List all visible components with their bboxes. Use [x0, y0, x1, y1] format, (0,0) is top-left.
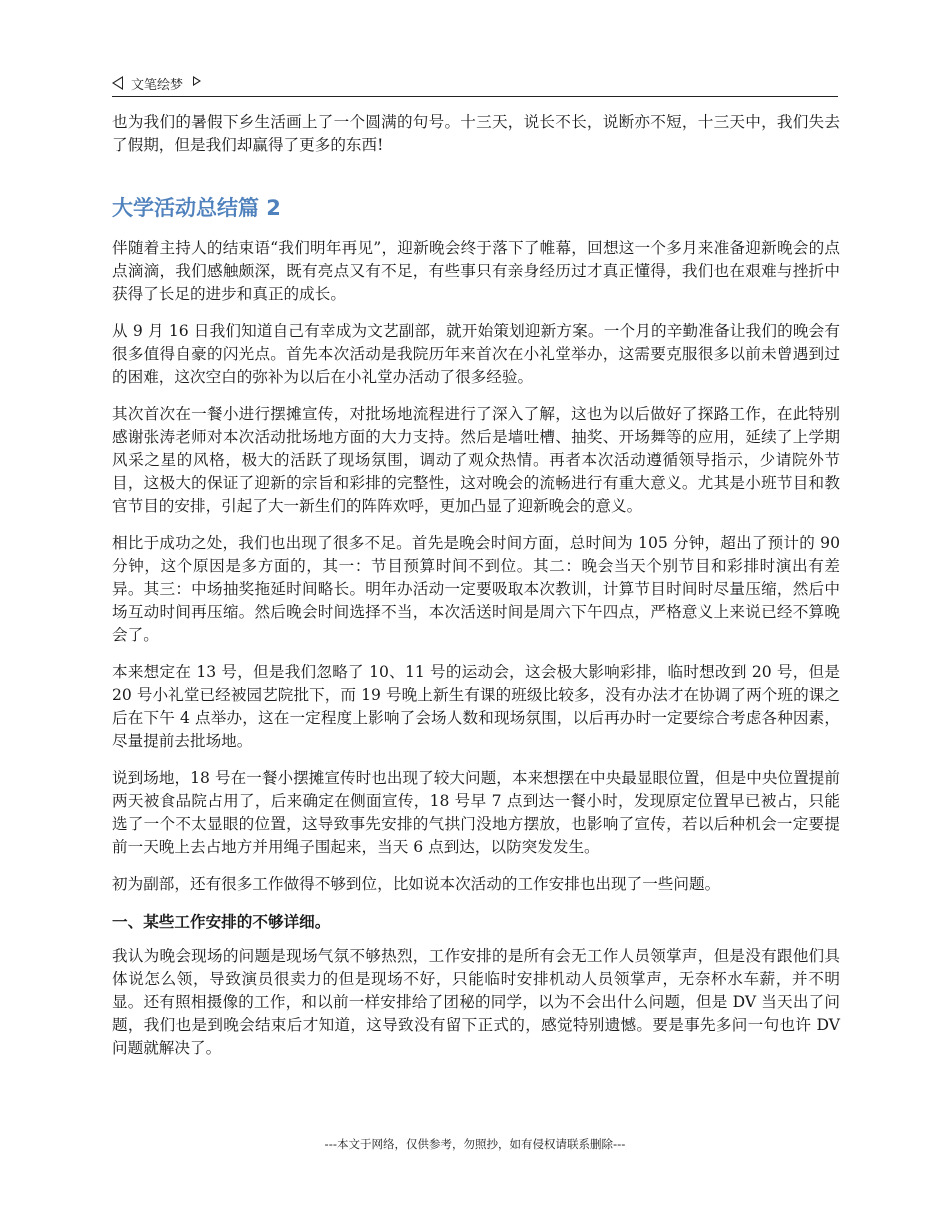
section-heading: 大学活动总结篇 2	[112, 196, 281, 220]
triangle-left-icon	[112, 76, 123, 90]
paragraph: 初为副部，还有很多工作做得不够到位，比如说本次活动的工作安排也出现了一些问题。	[112, 875, 721, 893]
intro-paragraph: 也为我们的暑假下乡生活画上了一个圆满的句号。十三天，说长不长，说断亦不短，十三天中，我们失去了假期，但是我们却赢得了更多的东西!	[112, 113, 840, 154]
triangle-right-icon	[193, 76, 201, 86]
document-body	[112, 111, 840, 1074]
subheading: 一、某些工作安排的不够详细。	[112, 912, 331, 931]
paragraph: 从 9 月 16 日我们知道自己有幸成为文艺副部，就开始策划迎新方案。一个月的辛勤准备让我们的晚会有很多值得自豪的闪光点。首先本次活动是我院历年来首次在小礼堂举办，这需要克服很多以前未曾遇到过的困难，这次空白的弥补为以后在小礼堂办活动了很多经验。	[112, 322, 840, 386]
final-paragraph: 我认为晚会现场的问题是现场气氛不够热烈，工作安排的是所有会无工作人员领掌声，但是没有跟他们具体说怎么领，导致演员很卖力的但是现场不好，只能临时安排机动人员领掌声，无奈杯水车薪，并不明显。还有照相摄像的工作，和以前一样安排给了团秘的同学，以为不会出什么问题，但是 DV 当天出了问题，我们也是到晚会结束后才知道，这导致没有留下正式的，感觉特别遗憾。要是事先多问一句也许 DV 问题就解决了。	[112, 947, 840, 1057]
paragraph: 本来想定在 13 号，但是我们忽略了 10、11 号的运动会，这会极大影响彩排，临时想改到 20 号，但是 20 号小礼堂已经被园艺院批下，而 19 号晚上新生有课的班级比较多，没有办法才在协调了两个班的课之后在下午 4 点举办，这在一定程度上影响了会场人数和现场氛围，以后再办时一定要综合考虑各种因素，尽量提前去批场地。	[112, 663, 840, 750]
page-footer: ---本文于网络，仅供参考，勿照抄，如有侵权请联系删除---	[324, 1137, 626, 1151]
paragraph: 其次首次在一餐小进行摆摊宣传，对批场地流程进行了深入了解，这也为以后做好了探路工作，在此特别感谢张涛老师对本次活动批场地方面的大力支持。然后是墙吐槽、抽奖、开场舞等的应用，延续了上学期风采之星的风格，极大的活跃了现场氛围，调动了观众热情。再者本次活动遵循领导指示，少请院外节目，这极大的保证了迎新的宗旨和彩排的完整性，这对晚会的流畅进行有重大意义。尤其是小班节目和教官节目的安排，引起了大一新生们的阵阵欢呼，更加凸显了迎新晚会的意义。	[112, 405, 840, 515]
paragraph: 相比于成功之处，我们也出现了很多不足。首先是晚会时间方面，总时间为 105 分钟，超出了预计的 90 分钟，这个原因是多方面的，其一：节目预算时间不到位。其二：晚会当天个别节目和彩排时演出有差异。其三：中场抽奖拖延时间略长。明年办活动一定要吸取本次教训，计算节目时间时尽量压缩，然后中场互动时间再压缩。然后晚会时间选择不当，本次活送时间是周六下午四点，严格意义上来说已经不算晚会了。	[112, 534, 840, 644]
paragraph: 说到场地，18 号在一餐小摆摊宣传时也出现了较大问题，本来想摆在中央最显眼位置，但是中央位置提前两天被食品院占用了，后来确定在侧面宣传，18 号早 7 点到达一餐小时，发现原定位置早已被占，只能选了一个不太显眼的位置，这导致事先安排的气拱门没地方摆放，也影响了宣传，若以后种机会一定要提前一天晚上去占地方并用绳子围起来，当天 6 点到达，以防突发发生。	[112, 769, 840, 856]
page-header	[112, 70, 838, 97]
header-title: 文笔绘梦	[131, 77, 184, 93]
paragraph: 伴随着主持人的结束语“我们明年再见”，迎新晚会终于落下了帷幕，回想这一个多月来准备迎新晚会的点点滴滴，我们感触颇深，既有亮点又有不足，有些事只有亲身经历过才真正懂得，我们也在艰难与挫折中获得了长足的进步和真正的成长。	[112, 239, 840, 303]
